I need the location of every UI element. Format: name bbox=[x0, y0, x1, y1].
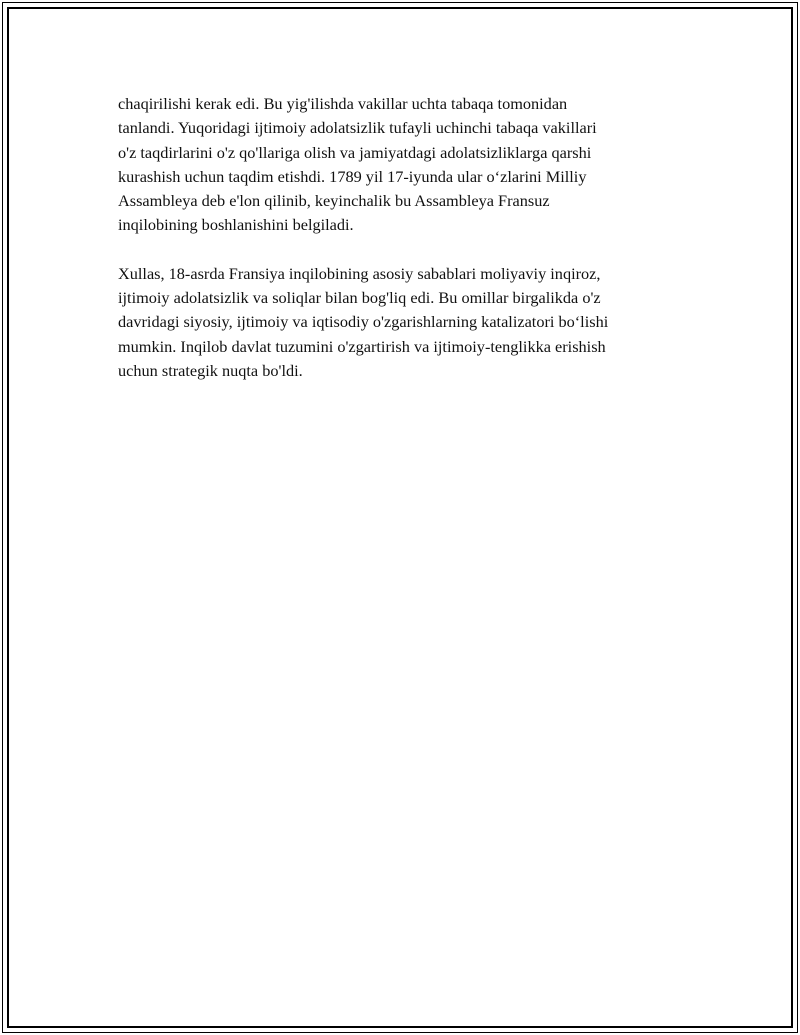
paragraph-2 bbox=[118, 262, 698, 383]
paragraph-1 bbox=[118, 92, 698, 238]
text-line: Xullas, 18-asrda Fransiya inqilobining asosiy sabablari moliyaviy inqiroz, bbox=[118, 263, 601, 283]
text-line: o'z taqdirlarini o'z qo'llariga olish va jamiyatdagi adolatsizliklarga qarshi bbox=[118, 142, 592, 162]
text-line: mumkin. Inqilob davlat tuzumini o'zgartirish va ijtimoiy-tenglikka erishish bbox=[118, 336, 606, 356]
text-line: inqilobining boshlanishini belgiladi. bbox=[118, 215, 354, 235]
paragraph-spacer bbox=[118, 238, 698, 262]
text-line: chaqirilishi kerak edi. Bu yig'ilishda vakillar uchta tabaqa tomonidan bbox=[118, 94, 568, 113]
text-line: davridagi siyosiy, ijtimoiy va iqtisodiy o'zgarishlarning katalizatori bo‘lishi bbox=[118, 312, 609, 332]
document-body bbox=[118, 92, 698, 383]
text-line: uchun strategik nuqta bo'ldi. bbox=[118, 360, 303, 380]
text-line: tanlandi. Yuqoridagi ijtimoiy adolatsizlik tufayli uchinchi tabaqa vakillari bbox=[118, 118, 597, 138]
text-line: ijtimoiy adolatsizlik va soliqlar bilan bog'liq edi. Bu omillar birgalikda o'z bbox=[118, 288, 601, 308]
text-line: kurashish uchun taqdim etishdi. 1789 yil 17-iyunda ular o‘zlarini Milliy bbox=[118, 166, 587, 186]
text-line: Assambleya deb e'lon qilinib, keyinchalik bu Assambleya Fransuz bbox=[118, 191, 550, 211]
